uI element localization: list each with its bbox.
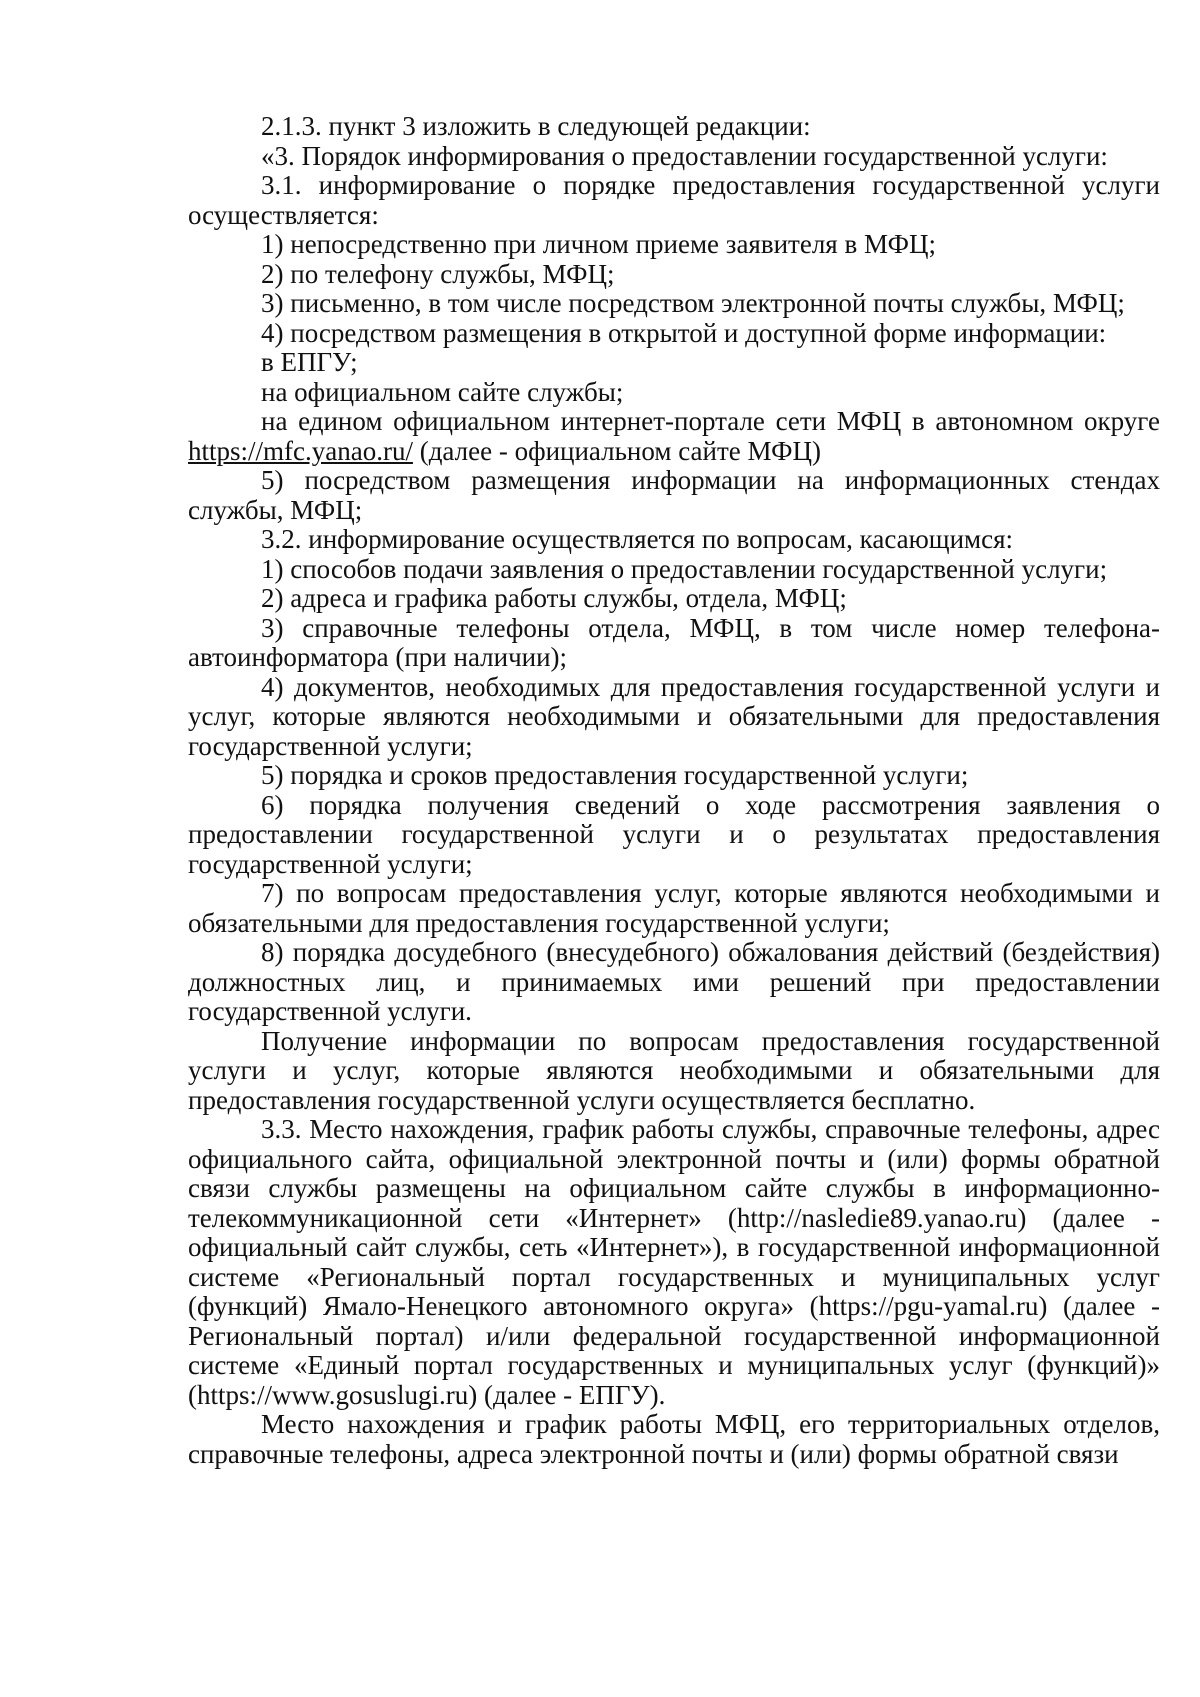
list-item-3-2-4: 4) документов, необходимых для предоставления государственной услуги и услуг, которые являются необходимыми и обязательными для предоставления государственной услуги; (188, 671, 1160, 761)
sub-item-official-site: на официальном сайте службы; (261, 376, 624, 407)
paragraph-free-info: Получение информации по вопросам предоставления государственной услуги и услуг, которые являются необходимыми и обязательными для предоставления государственной услуги осуществляется бесплатно. (188, 1025, 1160, 1115)
paragraph-section-3-title: «3. Порядок информирования о предоставлении государственной услуги: (261, 140, 1108, 171)
list-item-3-2-6: 6) порядка получения сведений о ходе рассмотрения заявления о предоставлении государственной услуги и о результатах предоставления государственной услуги; (188, 789, 1160, 879)
list-item-3-2-1: 1) способов подачи заявления о предоставлении государственной услуги; (261, 553, 1108, 584)
mfc-site-link[interactable]: https://mfc.yanao.ru/ (188, 435, 413, 466)
mfc-portal-text: на едином официальном интернет-портале сети МФЦ в автономном округе (261, 406, 1160, 436)
list-item-3-2-2: 2) адреса и графика работы службы, отдела, МФЦ; (261, 583, 847, 613)
paragraph-mfc-location: Место нахождения и график работы МФЦ, его территориальных отделов, справочные телефоны, адреса электронной почты и (или) формы обратной связи (188, 1409, 1160, 1469)
paragraph-3-3: 3.3. Место нахождения, график работы службы, справочные телефоны, адрес официального сайта, официальной электронной почты и (или) формы обратной связи службы размещены на официальном сайте службы в информационно-телекоммуникационной сети «Интернет» (http://nasledie89.yanao.ru) (далее - официальный сайт службы, сеть «Интернет»), в государственной информационной системе «Региональный портал государственных и муниципальных услуг (функций) Ямало-Ненецкого автономного округа» (https://pgu-yamal.ru) (далее - Региональный портал) и/или федеральной государственной информационной системе «Единый портал государственных и муниципальных услуг (функций)» (https://www.gosuslugi.ru) (далее - ЕПГУ). (188, 1114, 1160, 1410)
document-body (188, 112, 1160, 1469)
list-item-3-1-5: 5) посредством размещения информации на информационных стендах службы, МФЦ; (188, 465, 1160, 525)
list-item-3-2-5: 5) порядка и сроков предоставления государственной услуги; (261, 760, 969, 790)
paragraph-2-1-3: 2.1.3. пункт 3 изложить в следующей редакции: (261, 111, 811, 141)
sub-item-mfc-portal (188, 407, 1160, 466)
list-item-3-1-3: 3) письменно, в том числе посредством электронной почты службы, МФЦ; (261, 288, 1125, 318)
paragraph-3-2: 3.2. информирование осуществляется по вопросам, касающимся: (261, 524, 1014, 554)
list-item-3-1-4: 4) посредством размещения в открытой и доступной форме информации: (261, 317, 1107, 348)
sub-item-epgu: в ЕПГУ; (261, 347, 358, 377)
list-item-3-2-7: 7) по вопросам предоставления услуг, которые являются необходимыми и обязательными для предоставления государственной услуги; (188, 878, 1160, 938)
paragraph-3-1: 3.1. информирование о порядке предоставления государственной услуги осуществляется: (188, 170, 1160, 230)
mfc-link-suffix: (далее - официальном сайте МФЦ) (412, 435, 821, 466)
list-item-3-1-1: 1) непосредственно при личном приеме заявителя в МФЦ; (261, 229, 936, 259)
list-item-3-1-2: 2) по телефону службы, МФЦ; (261, 258, 615, 289)
list-item-3-2-3: 3) справочные телефоны отдела, МФЦ, в том числе номер телефона-автоинформатора (при наличии); (188, 612, 1160, 672)
list-item-3-2-8: 8) порядка досудебного (внесудебного) обжалования действий (бездействия) должностных лиц, и принимаемых ими решений при предоставлении государственной услуги. (188, 937, 1160, 1026)
